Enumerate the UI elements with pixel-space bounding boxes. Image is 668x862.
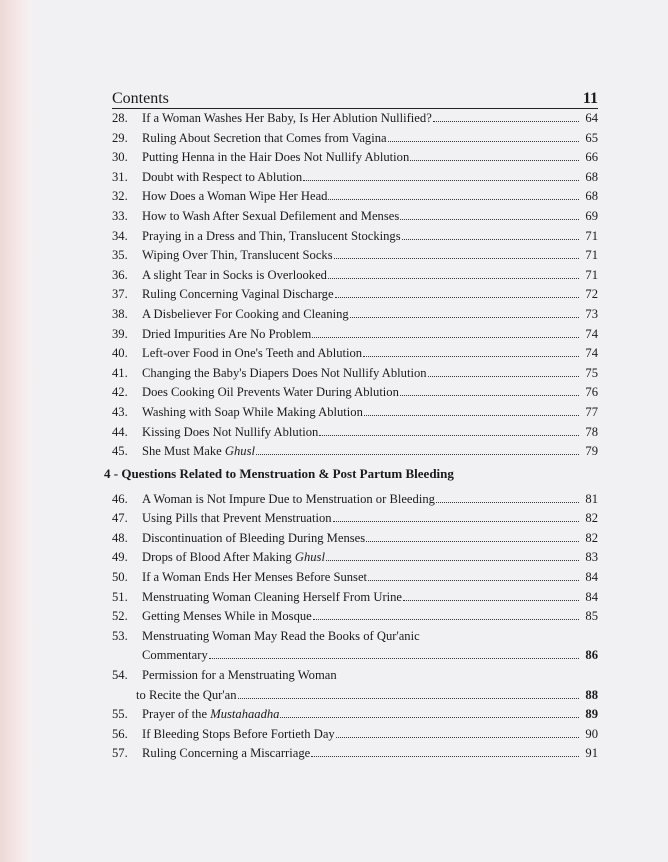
toc-entry-page: 72	[585, 287, 598, 302]
toc-entry	[112, 568, 598, 588]
toc-entry-title: Discontinuation of Bleeding During Menses	[142, 530, 366, 545]
toc-entry-page: 66	[585, 150, 598, 165]
toc-entry-page: 77	[585, 404, 598, 419]
toc-entry-title: Ruling About Secretion that Comes from Vagina	[142, 130, 387, 145]
toc-entry-number: 47.	[112, 511, 128, 526]
toc-entry	[112, 148, 598, 168]
toc-entry	[112, 168, 598, 188]
toc-entry	[112, 305, 598, 325]
dot-leader	[328, 266, 579, 279]
page-number: 11	[582, 90, 598, 107]
toc-entry-title: Drops of Blood After Making Ghusl	[142, 550, 325, 565]
toc-entry-title: Kissing Does Not Nullify Ablution	[142, 424, 319, 439]
toc-entry-italic-term: Ghusl	[294, 550, 325, 565]
toc-entry-number: 42.	[112, 385, 128, 400]
dot-leader	[311, 744, 579, 757]
toc-entry	[112, 548, 598, 568]
toc-entry	[112, 666, 598, 705]
dot-leader	[366, 529, 579, 542]
toc-entry	[112, 725, 598, 745]
toc-entry	[112, 744, 598, 764]
toc-entry-number: 55.	[112, 707, 128, 722]
toc-entry-number: 33.	[112, 208, 128, 223]
toc-entry	[112, 705, 598, 725]
toc-entry-number: 46.	[112, 491, 128, 506]
toc-entry-title: Changing the Baby's Diapers Does Not Nullify Ablution	[142, 365, 427, 380]
dot-leader	[363, 344, 579, 357]
toc-entry-page: 74	[585, 346, 598, 361]
toc-entry-title-continued: Commentary	[142, 648, 208, 663]
toc-entry-page: 76	[585, 385, 598, 400]
dot-leader	[256, 442, 579, 455]
toc-entry-page: 85	[585, 609, 598, 624]
toc-entry-page: 82	[585, 530, 598, 545]
toc-entry	[112, 627, 598, 666]
toc-entry-page: 74	[585, 326, 598, 341]
toc-entry-italic-term: Ghusl	[224, 444, 255, 459]
dot-leader	[328, 187, 579, 200]
dot-leader	[400, 383, 579, 396]
toc-entry-number: 57.	[112, 746, 128, 761]
dot-leader	[350, 305, 579, 318]
toc-entry	[112, 490, 598, 510]
dot-leader	[364, 403, 579, 416]
page-header	[112, 88, 598, 109]
toc-entry	[112, 285, 598, 305]
toc-entry	[112, 227, 598, 247]
toc-entry-number: 34.	[112, 228, 128, 243]
toc-entry-title: A slight Tear in Socks is Overlooked	[142, 267, 327, 282]
toc-entry-title: How to Wash After Sexual Defilement and Menses	[142, 208, 400, 223]
toc-entry-title: Dried Impurities Are No Problem	[142, 326, 312, 341]
book-spine-shadow	[0, 0, 38, 862]
toc-entry-page: 69	[585, 208, 598, 223]
toc-entry-page: 68	[585, 169, 598, 184]
section-heading: 4 - Questions Related to Menstruation & Post Partum Bleeding	[104, 465, 454, 481]
dot-leader	[402, 227, 579, 240]
toc-entry-number: 54.	[112, 668, 128, 683]
dot-leader	[400, 207, 579, 220]
toc-entry-title: Does Cooking Oil Prevents Water During Ablution	[142, 385, 399, 400]
toc-entry-title: Prayer of the Mustahaadha	[142, 707, 280, 722]
toc-entry-page: 65	[585, 130, 598, 145]
toc-entry-number: 43.	[112, 404, 128, 419]
toc-entry-page: 90	[585, 726, 598, 741]
toc-entry	[112, 187, 598, 207]
toc-entry	[112, 344, 598, 364]
dot-leader	[368, 568, 579, 581]
toc-entry	[112, 383, 598, 403]
toc-entry-title: If Bleeding Stops Before Fortieth Day	[142, 726, 335, 741]
toc-entry-title: Ruling Concerning Vaginal Discharge	[142, 287, 334, 302]
dot-leader	[403, 588, 579, 601]
contents-page	[104, 88, 598, 764]
toc-entry-page: 86	[585, 648, 598, 663]
toc-entry	[112, 588, 598, 608]
toc-entry	[112, 109, 598, 129]
toc-entry	[112, 325, 598, 345]
toc-entry-page: 78	[585, 424, 598, 439]
dot-leader	[312, 325, 579, 338]
toc-entry-page: 71	[585, 248, 598, 263]
toc-entry-title: If a Woman Ends Her Menses Before Sunset	[142, 570, 368, 585]
toc-entry-title: How Does a Woman Wipe Her Head	[142, 189, 328, 204]
toc-entry	[112, 403, 598, 423]
toc-entry-number: 30.	[112, 150, 128, 165]
dot-leader	[319, 423, 579, 436]
dot-leader	[410, 148, 579, 161]
toc-entry-page: 71	[585, 228, 598, 243]
toc-entry	[112, 442, 598, 462]
toc-entry-page: 81	[585, 491, 598, 506]
toc-entry-page: 75	[585, 365, 598, 380]
toc-entry-page: 88	[585, 687, 598, 702]
toc-entry-page: 64	[585, 111, 598, 125]
toc-entry	[112, 423, 598, 443]
toc-entry-title: She Must Make Ghusl	[142, 444, 255, 459]
toc-list-a	[112, 109, 598, 442]
toc-entry-page: 84	[585, 589, 598, 604]
dot-leader	[388, 129, 579, 142]
toc-entry-number: 36.	[112, 267, 128, 282]
toc-entry-number: 38.	[112, 306, 128, 321]
toc-entry-number: 45.	[112, 444, 128, 459]
toc-entry-number: 53.	[112, 628, 128, 643]
toc-entry-page: 89	[585, 707, 598, 722]
toc-entry-title: Doubt with Respect to Ablution	[142, 169, 303, 184]
toc-entry-number: 35.	[112, 248, 128, 263]
dot-leader	[280, 705, 579, 718]
toc-entry-number: 29.	[112, 130, 128, 145]
toc-entry-title: Washing with Soap While Making Ablution	[142, 404, 363, 419]
dot-leader	[313, 607, 579, 620]
toc-entry-title: If a Woman Washes Her Baby, Is Her Ablution Nullified?	[142, 111, 432, 125]
toc-entry-italic-term: Mustahaadha	[210, 707, 280, 722]
toc-entry	[112, 129, 598, 149]
toc-entry-page: 71	[585, 267, 598, 282]
toc-entry-page: 73	[585, 306, 598, 321]
toc-entry-number: 56.	[112, 726, 128, 741]
toc-entry-number: 48.	[112, 530, 128, 545]
toc-entry-title: Using Pills that Prevent Menstruation	[142, 511, 332, 526]
toc-entry-page: 84	[585, 570, 598, 585]
toc-entry-number: 28.	[112, 111, 128, 125]
toc-entry-number: 51.	[112, 589, 128, 604]
toc-entry-title-continued: to Recite the Qur'an	[136, 687, 237, 702]
toc-entry-number: 32.	[112, 189, 128, 204]
page-title: Contents	[112, 90, 169, 107]
toc-entry-title: Menstruating Woman May Read the Books of Qur'anic	[142, 628, 420, 643]
dot-leader	[209, 646, 579, 659]
toc-list-c	[112, 568, 598, 627]
dot-leader	[336, 725, 579, 738]
toc-entry-number: 40.	[112, 346, 128, 361]
toc-entry	[112, 207, 598, 227]
dot-leader	[428, 364, 579, 377]
toc-entry-title: Menstruating Woman Cleaning Herself From Urine	[142, 589, 403, 604]
toc-entry-title: A Disbeliever For Cooking and Cleaning	[142, 306, 349, 321]
toc-entry-number: 37.	[112, 287, 128, 302]
toc-entry-title: Wiping Over Thin, Translucent Socks	[142, 248, 333, 263]
toc-entry	[112, 266, 598, 286]
toc-entry-number: 39.	[112, 326, 128, 341]
dot-leader	[333, 509, 579, 522]
dot-leader	[334, 246, 579, 259]
dot-leader	[238, 686, 579, 699]
toc-entry-page: 68	[585, 189, 598, 204]
toc-entry-page: 91	[585, 746, 598, 761]
toc-entry-number: 41.	[112, 365, 128, 380]
toc-entry	[112, 607, 598, 627]
toc-entry	[112, 529, 598, 549]
toc-entry-title: Putting Henna in the Hair Does Not Nullify Ablution	[142, 150, 410, 165]
toc-entry-title: A Woman is Not Impure Due to Menstruation or Bleeding	[142, 491, 435, 506]
toc-entry-number: 49.	[112, 550, 128, 565]
dot-leader	[326, 548, 579, 561]
toc-entry-page: 79	[585, 444, 598, 459]
toc-entry-title: Left-over Food in One's Teeth and Ablution	[142, 346, 363, 361]
toc-entry-page: 82	[585, 511, 598, 526]
toc-entry-number: 52.	[112, 609, 128, 624]
dot-leader	[335, 285, 579, 298]
toc-entry	[112, 509, 598, 529]
dot-leader	[303, 168, 579, 181]
toc-entry-number: 50.	[112, 570, 128, 585]
toc-entry	[112, 364, 598, 384]
toc-list-b	[112, 490, 598, 549]
toc-entry-title: Permission for a Menstruating Woman	[142, 668, 337, 683]
toc-entry-title: Getting Menses While in Mosque	[142, 609, 312, 624]
toc-entry-page: 83	[585, 550, 598, 565]
toc-list-d	[112, 725, 598, 764]
toc-entry-title: Ruling Concerning a Miscarriage	[142, 746, 311, 761]
dot-leader	[436, 490, 579, 503]
dot-leader	[433, 109, 579, 122]
toc-entry-number: 31.	[112, 169, 128, 184]
toc-entry-number: 44.	[112, 424, 128, 439]
toc-entry-title: Praying in a Dress and Thin, Translucent Stockings	[142, 228, 401, 243]
toc-entry	[112, 246, 598, 266]
